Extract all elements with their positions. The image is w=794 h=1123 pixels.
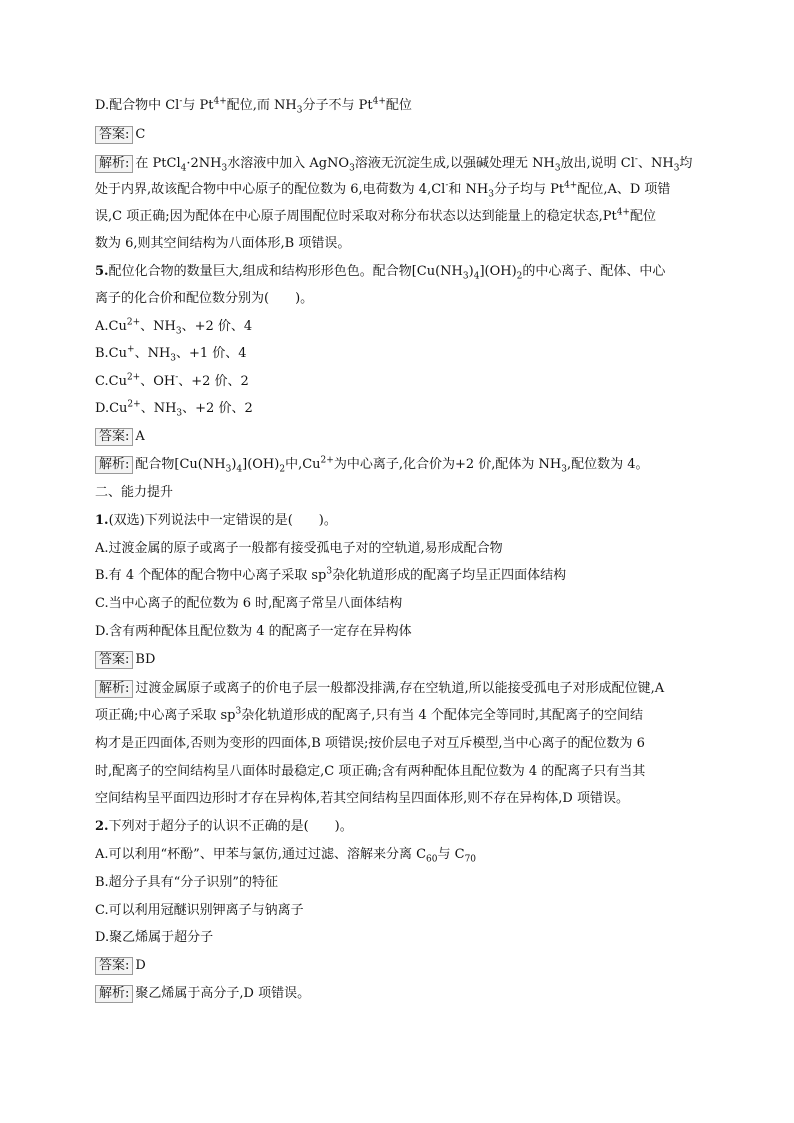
- q5-stem-line-2: 离子的化合价和配位数分别为( )。: [95, 291, 314, 306]
- s2-q2-analysis: 解析: 聚乙烯属于高分子,D 项错误。: [95, 984, 717, 1004]
- analysis-tag: 解析:: [95, 985, 133, 1003]
- s2-q1-option-c: C.当中心离子的配位数为 6 时,配离子常呈八面体结构: [95, 596, 403, 611]
- s2-q1-option-d: D.含有两种配体且配位数为 4 的配离子一定存在异构体: [95, 624, 412, 639]
- s2-q1-option-b: B.有 4 个配体的配合物中心离子采取 $sp^3$杂化轨道形成的配离子均呈正四面体结构: [95, 566, 567, 583]
- s2-q1-stem: 1.(双选)下列说法中一定错误的是( )。: [95, 513, 337, 528]
- s2-q2-option-a: A.可以利用“杯酚”、甲苯与氯仿,通过过滤、溶解来分离 $C_{60}$与 $C_{70}$: [95, 847, 477, 865]
- q4-analysis-line-2: 处于内界,故该配合物中中心原子的配位数为 6,电荷数为 4,Cl-和 $NH_3$分子均与 $Pt^{4+}$配位,A、D 项错: [95, 180, 671, 200]
- s2-q2-option-c: C.可以利用冠醚识别钾离子与钠离子: [95, 903, 304, 918]
- q5-option-a: $A.Cu^{2+}$、$NH_3$、+2 价、4: [95, 317, 253, 337]
- analysis-tag: 解析:: [95, 155, 133, 173]
- s2-q1-answer: 答案: BD: [95, 650, 717, 670]
- q5-stem-line-1: 5.配位化合物的数量巨大,组成和结构形形色色。配合物$[Cu(NH_3)_4](OH)_2$的中心离子、配体、中心: [95, 264, 666, 282]
- s2-q2-option-d: D.聚乙烯属于超分子: [95, 930, 214, 945]
- s2-q2-answer: 答案: D: [95, 956, 717, 976]
- q4-analysis-line-3: 误,C 项正确;因为配体在中心原子周围配位时采取对称分布状态以达到能量上的稳定状态$,Pt^{4+}$配位: [95, 207, 656, 224]
- s2-q1-analysis-line-2: 项正确;中心离子采取 $sp^3$杂化轨道形成的配离子,只有当 4 个配体完全等同时,其配离子的空间结: [95, 706, 644, 723]
- answer-tag: 答案:: [95, 126, 133, 144]
- q4-answer: 答案: C: [95, 125, 717, 145]
- q4-analysis-line-4: 数为 6,则其空间结构为八面体形,B 项错误。: [95, 236, 351, 251]
- q5-option-d: $D.Cu^{2+}$、$NH_3$、+2 价、2: [95, 399, 253, 419]
- s2-q1-analysis-line-4: 时,配离子的空间结构呈八面体时最稳定,C 项正确;含有两种配体且配位数为 4 的配离子只有当其: [95, 764, 646, 779]
- section-heading: 二、能力提升: [95, 485, 174, 500]
- q4-analysis-line-1: 解析: 在 $PtCl_4\cdot 2NH_3$水溶液中加入 AgNO$_3$溶液无沉淀生成,以强碱处理无 $NH_3$放出,说明 Cl-、$NH_3$均: [95, 154, 717, 174]
- s2-q2-option-b: B.超分子具有“分子识别”的特征: [95, 875, 278, 890]
- s2-q2-stem: 2.下列对于超分子的认识不正确的是( )。: [95, 819, 353, 834]
- q5-option-c: $C.Cu^{2+}$、OH-、+2 价、2: [95, 372, 249, 389]
- s2-q1-analysis-line-3: 构才是正四面体,否则为变形的四面体,B 项错误;按价层电子对互斥模型,当中心离子的配位数为 6: [95, 736, 645, 751]
- analysis-tag: 解析:: [95, 456, 133, 474]
- answer-tag: 答案:: [95, 651, 133, 669]
- s2-q1-analysis-line-5: 空间结构呈平面四边形时才存在异构体,若其空间结构呈四面体形,则不存在异构体,D 项错误。: [95, 791, 629, 806]
- s2-q1-option-a: A.过渡金属的原子或离子一般都有接受孤电子对的空轨道,易形成配合物: [95, 541, 503, 556]
- q5-option-b: B.Cu+、$NH_3$、+1 价、4: [95, 344, 247, 364]
- q5-analysis: 解析: 配合物$[Cu(NH_3)_4](OH)_2$中$,Cu^{2+}$为中心离子,化合价为+2 价,配体为 $NH_3$,配位数为 4。: [95, 455, 717, 475]
- answer-tag: 答案:: [95, 957, 133, 975]
- q5-answer: 答案: A: [95, 427, 717, 447]
- analysis-tag: 解析:: [95, 680, 133, 698]
- answer-tag: 答案:: [95, 428, 133, 446]
- q4-option-d: D.配合物中 Cl-与 $Pt^{4+}$配位,而 $NH_3$分子不与 $Pt^{4+}$配位: [95, 96, 412, 116]
- s2-q1-analysis-line-1: 解析: 过渡金属原子或离子的价电子层一般都没排满,存在空轨道,所以能接受孤电子对形成配位键,A: [95, 679, 717, 699]
